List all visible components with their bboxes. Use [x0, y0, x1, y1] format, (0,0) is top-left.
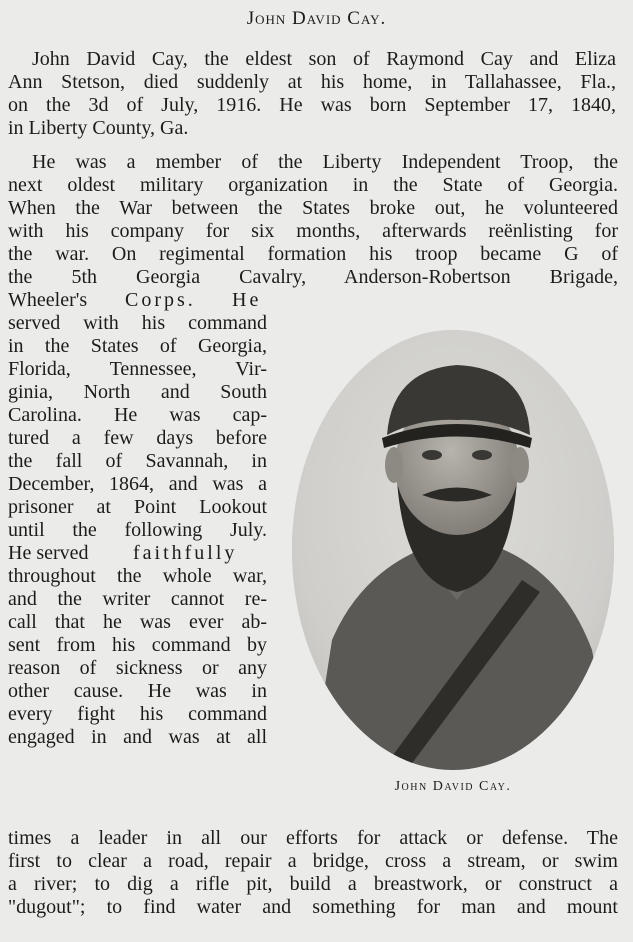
- text-line: other cause. He was in: [8, 680, 267, 702]
- text-line: ginia, North and South: [8, 381, 267, 403]
- text-line: served with his command: [8, 312, 267, 334]
- text-line: Ann Stetson, died suddenly at his home, in Tallahassee, Fla.,: [8, 71, 616, 93]
- text-line: in the States of Georgia,: [8, 335, 267, 357]
- text-line: the fall of Savannah, in: [8, 450, 267, 472]
- text-line: Wheeler's: [8, 289, 88, 311]
- text-line: in Liberty County, Ga.: [8, 117, 189, 139]
- text-line: John David Cay, the eldest son of Raymond Cay and Eliza: [32, 48, 616, 70]
- text-line: on the 3d of July, 1916. He was born September 17, 1840,: [8, 94, 616, 116]
- text-line: call that he was ever ab-: [8, 611, 267, 633]
- text-line: When the War between the States broke out, he volunteered: [8, 197, 618, 219]
- portrait-caption: John David Cay.: [394, 779, 512, 794]
- text-line: a river; to dig a rifle pit, build a breastwork, or construct a: [8, 873, 618, 895]
- text-line: the war. On regimental formation his troop became G of: [8, 243, 618, 265]
- text-line: December, 1864, and was a: [8, 473, 267, 495]
- page-title: John David Cay.: [246, 8, 387, 29]
- portrait-photo: [292, 330, 614, 770]
- text-line: every fight his command: [8, 703, 267, 725]
- text-line: Carolina. He was cap-: [8, 404, 267, 426]
- text-line: until the following July.: [8, 519, 267, 541]
- text-line: first to clear a road, repair a bridge, cross a stream, or swim: [8, 850, 618, 872]
- text-line: with his company for six months, afterwards reënlisting for: [8, 220, 618, 242]
- text-line: faithfully: [133, 542, 238, 564]
- text-line: He was a member of the Liberty Independent Troop, the: [32, 151, 618, 173]
- text-line: He: [232, 289, 262, 311]
- text-line: and the writer cannot re-: [8, 588, 267, 610]
- text-line: "dugout"; to find water and something for man and mount: [8, 896, 618, 918]
- text-line: times a leader in all our efforts for attack or defense. The: [8, 827, 618, 849]
- text-line: tured a few days before: [8, 427, 267, 449]
- text-line: next oldest military organization in the State of Georgia.: [8, 174, 618, 196]
- text-line: Florida, Tennessee, Vir-: [8, 358, 267, 380]
- text-line: engaged in and was at all: [8, 726, 267, 748]
- text-line: the 5th Georgia Cavalry, Anderson-Robertson Brigade,: [8, 266, 618, 288]
- text-line: prisoner at Point Lookout: [8, 496, 267, 518]
- text-line: Corps.: [125, 289, 196, 311]
- text-line: He served: [8, 542, 89, 564]
- text-line: sent from his command by: [8, 634, 267, 656]
- text-line: throughout the whole war,: [8, 565, 267, 587]
- text-line: reason of sickness or any: [8, 657, 267, 679]
